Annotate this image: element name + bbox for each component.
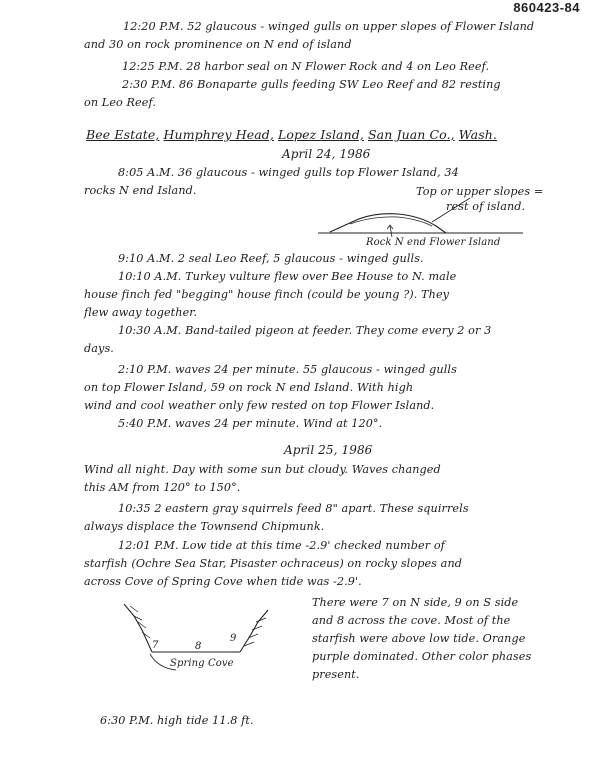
entry-line: days. — [84, 342, 114, 355]
entry-line: 10:10 A.M. Turkey vulture flew over Bee House to N. male — [118, 270, 457, 283]
entry-line: wind and cool weather only few rested on top Flower Island. — [84, 399, 435, 412]
sketch-label: Rock N end Flower Island — [366, 237, 501, 248]
entry-line: 10:35 2 eastern gray squirrels feed 8" apart. These squirrels — [118, 502, 469, 515]
location-part: San Juan Co., — [368, 127, 455, 142]
entry-line: rocks N end Island. — [84, 184, 197, 197]
cove-label: Spring Cove — [170, 658, 234, 669]
entry-line: starfish (Ochre Sea Star, Pisaster ochraceus) on rocky slopes and — [84, 557, 463, 570]
location-part: Wash. — [458, 127, 497, 142]
margin-note: rest of island. — [446, 200, 526, 213]
entry-date: April 24, 1986 — [282, 147, 371, 161]
observation-note: and 8 across the cove. Most of the — [312, 614, 511, 627]
entry-line: 2:10 P.M. waves 24 per minute. 55 glaucous - winged gulls — [118, 363, 457, 376]
entry-line: 6:30 P.M. high tide 11.8 ft. — [100, 714, 254, 727]
margin-note: Top or upper slopes = — [416, 185, 544, 198]
entry-line: and 30 on rock prominence on N end of island — [84, 38, 352, 51]
entry-line: across Cove of Spring Cove when tide was -2.9'. — [84, 575, 362, 588]
observation-note: There were 7 on N side, 9 on S side — [312, 596, 519, 609]
document-number-stamp: 860423-84 — [513, 0, 580, 15]
location-part: Bee Estate, — [86, 127, 160, 142]
entry-line: 12:25 P.M. 28 harbor seal on N Flower Rock and 4 on Leo Reef. — [122, 60, 490, 73]
cove-count-north: 7 — [152, 640, 159, 651]
entry-line: always displace the Townsend Chipmunk. — [84, 520, 325, 533]
entry-line: flew away together. — [84, 306, 198, 319]
entry-line: on top Flower Island, 59 on rock N end Island. With high — [84, 381, 414, 394]
cove-count-south: 9 — [230, 633, 237, 644]
entry-line: 9:10 A.M. 2 seal Leo Reef, 5 glaucous - winged gulls. — [118, 252, 424, 265]
entry-line: 12:20 P.M. 52 glaucous - winged gulls on upper slopes of Flower Island — [123, 20, 535, 33]
entry-line: 8:05 A.M. 36 glaucous - winged gulls top Flower Island, 34 — [118, 166, 459, 179]
cove-count-across: 8 — [195, 641, 202, 652]
entry-line: on Leo Reef. — [84, 96, 157, 109]
entry-line: 5:40 P.M. waves 24 per minute. Wind at 120°. — [118, 417, 383, 430]
location-part: Humphrey Head, — [163, 127, 274, 142]
entry-line: 12:01 P.M. Low tide at this time -2.9' checked number of — [118, 539, 445, 552]
entry-line: 2:30 P.M. 86 Bonaparte gulls feeding SW Leo Reef and 82 resting — [122, 78, 501, 91]
observation-note: present. — [312, 668, 360, 681]
observation-note: purple dominated. Other color phases — [312, 650, 532, 663]
entry-line: this AM from 120° to 150°. — [84, 481, 241, 494]
entry-line: 10:30 A.M. Band-tailed pigeon at feeder. They come every 2 or 3 — [118, 324, 492, 337]
location-part: Lopez Island, — [278, 127, 364, 142]
observation-note: starfish were above low tide. Orange — [312, 632, 526, 645]
entry-date: April 25, 1986 — [284, 443, 373, 457]
entry-line: house finch fed "begging" house finch (could be young ?). They — [84, 288, 450, 301]
entry-line: Wind all night. Day with some sun but cloudy. Waves changed — [84, 463, 441, 476]
